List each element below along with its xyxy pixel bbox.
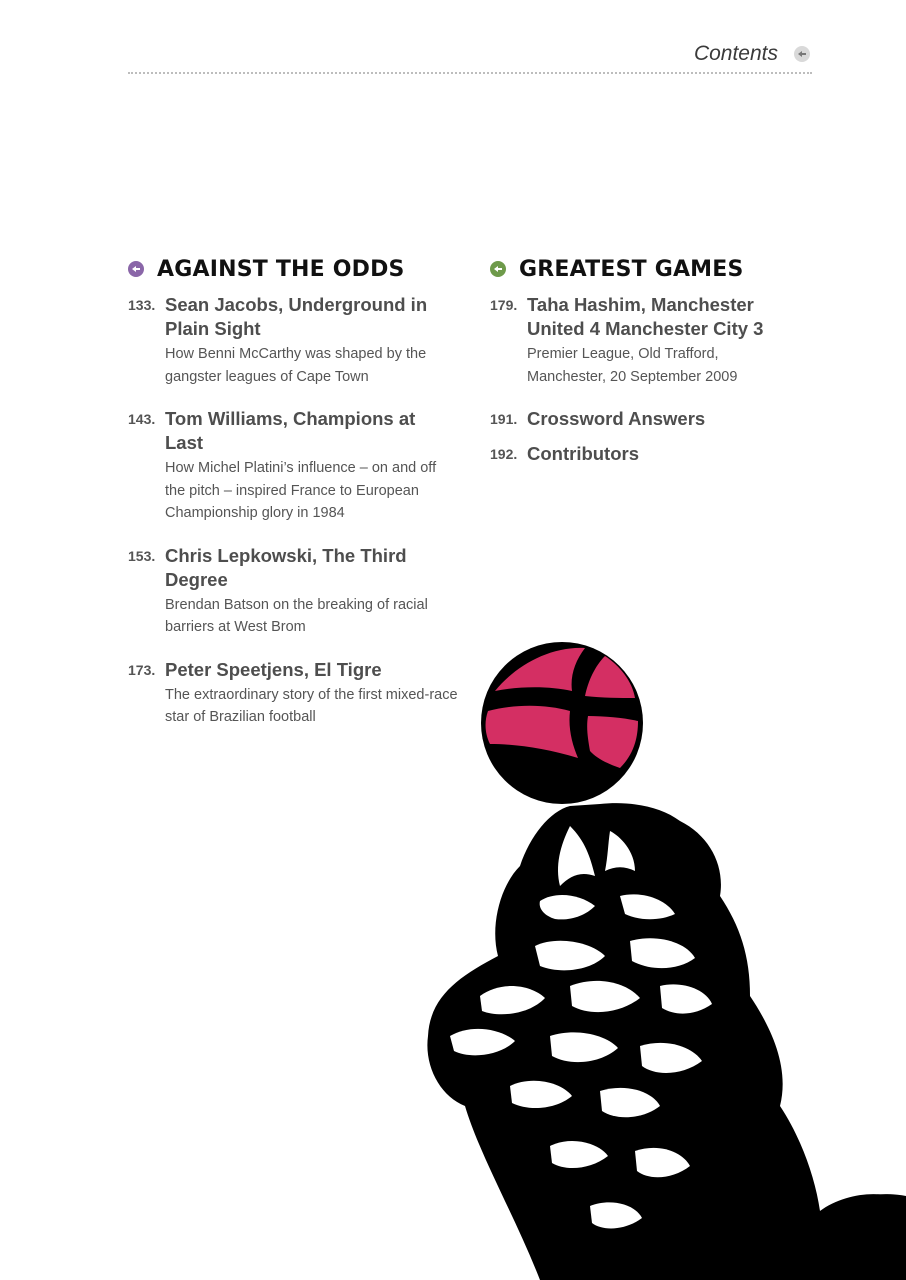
arrow-circle-icon — [128, 261, 144, 277]
section-greatest-games — [490, 254, 790, 477]
page-number: 179. — [490, 297, 518, 313]
entry-description: Brendan Batson on the breaking of racial barriers at West Brom — [165, 596, 428, 635]
entry-title: Peter Speetjens, El Tigre — [165, 658, 382, 680]
page-number: 133. — [128, 297, 156, 313]
page-number: 192. — [490, 446, 518, 462]
entry-description: The extraordinary story of the first mixed-race star of Brazilian football — [165, 686, 458, 725]
toc-entry[interactable] — [128, 407, 458, 525]
section-title: AGAINST THE ODDS — [157, 256, 405, 282]
entry-title: Sean Jacobs, Underground in Plain Sight — [165, 294, 428, 339]
page-number: 143. — [128, 411, 156, 427]
entry-description: How Michel Platini’s influence – on and off the pitch – inspired France to European Championship glory in 1984 — [165, 460, 437, 521]
entry-title: Chris Lepkowski, The Third Degree — [165, 544, 407, 590]
entry-description: Premier League, Old Trafford, Manchester, 20 September 2009 — [527, 346, 738, 385]
entry-title: Taha Hashim, Manchester United 4 Manchester City 3 — [527, 294, 764, 339]
page-header — [128, 40, 812, 74]
section-against-the-odds — [128, 254, 458, 748]
page-title: Contents — [693, 42, 778, 65]
entry-title: Crossword Answers — [527, 408, 706, 429]
toc-entry[interactable] — [128, 658, 458, 729]
toc-entry[interactable] — [128, 293, 458, 388]
arrow-circle-icon — [794, 46, 810, 62]
arrow-circle-icon — [490, 261, 506, 277]
entry-title: Tom Williams, Champions at Last — [165, 408, 416, 453]
cat-with-football-illustration — [420, 636, 906, 1280]
section-header — [128, 254, 458, 284]
page-number: 191. — [490, 411, 518, 427]
page-number: 153. — [128, 547, 156, 564]
toc-entry[interactable] — [490, 407, 790, 431]
entry-description: How Benni McCarthy was shaped by the gangster leagues of Cape Town — [165, 346, 427, 385]
toc-entry[interactable] — [490, 442, 790, 466]
entry-title: Contributors — [527, 443, 640, 464]
section-title: GREATEST GAMES — [519, 256, 744, 282]
section-header — [490, 254, 790, 284]
toc-entry[interactable] — [128, 544, 458, 639]
page-number: 173. — [128, 661, 156, 678]
toc-entry[interactable] — [490, 293, 790, 388]
